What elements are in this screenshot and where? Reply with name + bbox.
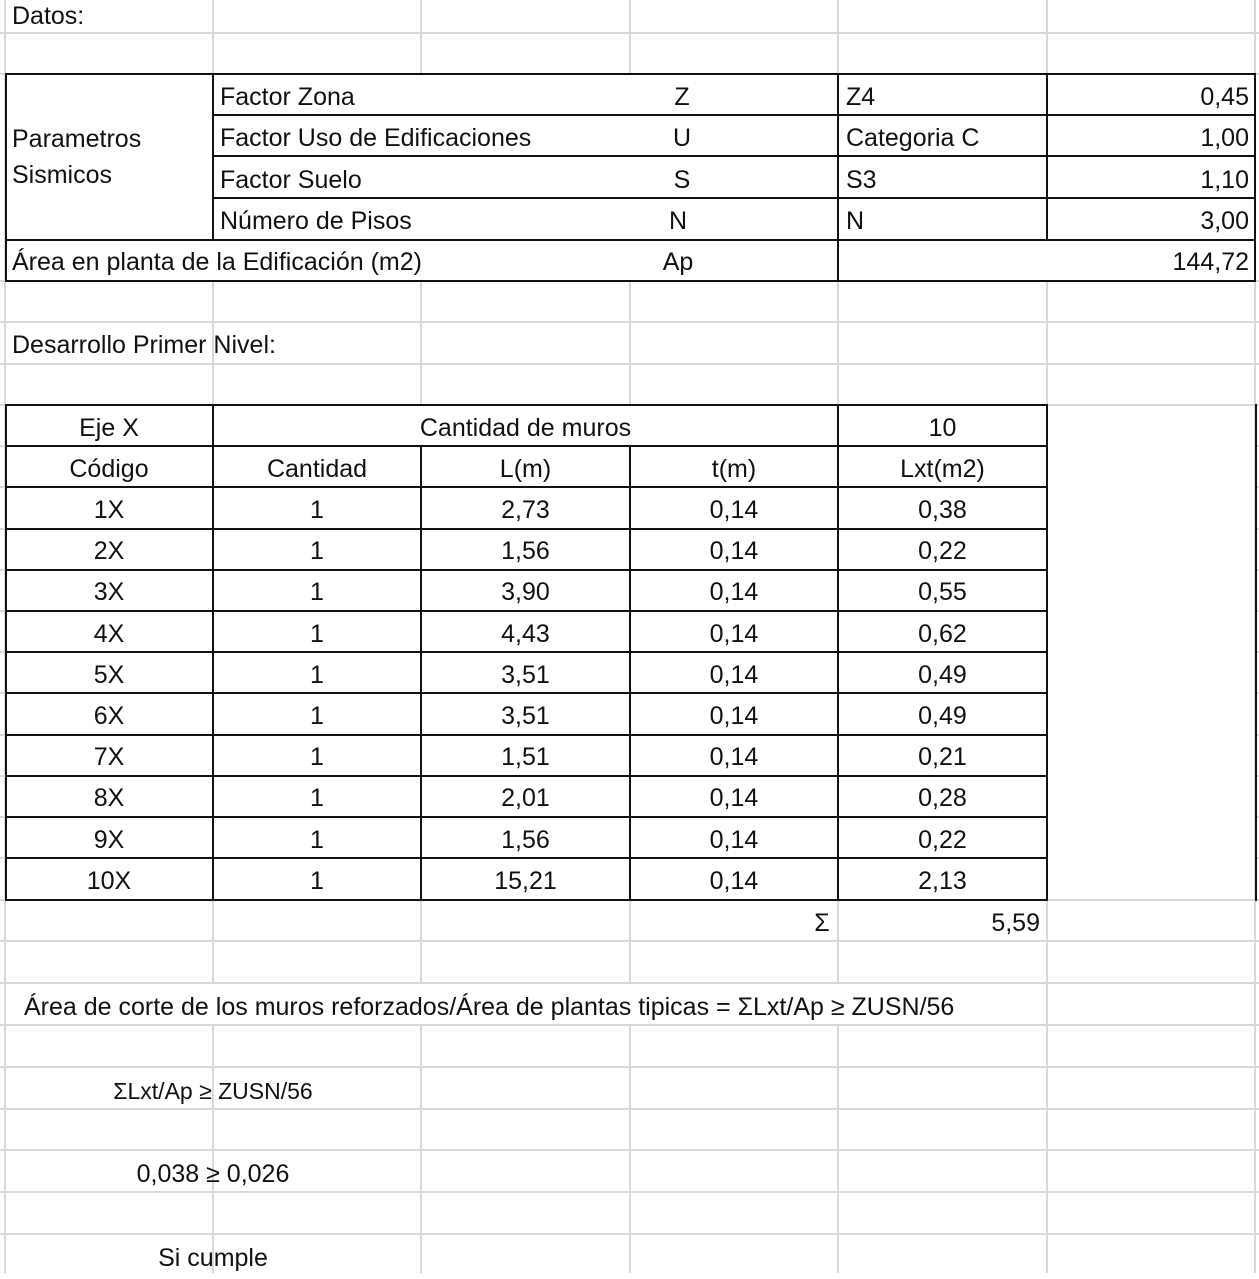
wall-cantidad: 1	[310, 578, 324, 606]
params-group-label-2: Sismicos	[12, 161, 113, 189]
param-symbol: Z	[674, 83, 690, 111]
cantidad-muros-label: Cantidad de muros	[419, 414, 632, 442]
wall-code: 9X	[93, 826, 125, 854]
param-value: 1,10	[1200, 166, 1249, 194]
param-category: Z4	[846, 83, 876, 111]
wall-code: 1X	[93, 496, 125, 524]
wall-cantidad: 1	[310, 661, 324, 689]
param-value: 0,45	[1200, 83, 1249, 111]
wall-thickness: 0,14	[709, 537, 759, 565]
wall-cantidad: 1	[310, 784, 324, 812]
param-name: Factor Uso de Edificaciones	[220, 124, 532, 152]
col-header-cantidad: Cantidad	[266, 455, 368, 483]
wall-thickness: 0,14	[709, 826, 759, 854]
wall-cantidad: 1	[310, 702, 324, 730]
param-category: Categoria C	[846, 124, 980, 152]
wall-length: 4,43	[501, 620, 550, 648]
param-value: 3,00	[1200, 207, 1249, 235]
wall-lxt: 0,22	[918, 826, 967, 854]
formula-text: Área de corte de los muros reforzados/Área de plantas tipicas = ΣLxt/Ap ≥ ZUSN/56	[24, 993, 955, 1021]
wall-lxt: 0,62	[918, 620, 967, 648]
wall-cantidad: 1	[310, 496, 324, 524]
wall-thickness: 0,14	[709, 784, 759, 812]
wall-lxt: 0,49	[918, 661, 967, 689]
wall-lxt: 0,22	[918, 537, 967, 565]
wall-cantidad: 1	[310, 867, 324, 895]
param-symbol: S	[673, 166, 691, 194]
sum-value: 5,59	[991, 909, 1040, 937]
area-label: Área en planta de la Edificación (m2)	[12, 248, 422, 276]
col-header-l: L(m)	[499, 455, 552, 483]
wall-code: 2X	[93, 537, 125, 565]
desarrollo-label: Desarrollo Primer Nivel:	[12, 331, 276, 359]
col-header-lxt: Lxt(m2)	[900, 455, 985, 483]
formula-short: ΣLxt/Ap ≥ ZUSN/56	[113, 1078, 313, 1104]
wall-code: 10X	[86, 867, 132, 895]
wall-length: 1,51	[501, 743, 550, 771]
wall-cantidad: 1	[310, 826, 324, 854]
wall-length: 3,51	[501, 702, 550, 730]
wall-lxt: 0,28	[918, 784, 967, 812]
wall-cantidad: 1	[310, 620, 324, 648]
wall-cantidad: 1	[310, 537, 324, 565]
wall-lxt: 0,55	[918, 578, 967, 606]
param-name: Número de Pisos	[220, 207, 412, 235]
param-value: 1,00	[1200, 124, 1249, 152]
param-category: N	[846, 207, 865, 235]
wall-length: 1,56	[501, 826, 550, 854]
wall-code: 8X	[93, 784, 125, 812]
wall-length: 15,21	[494, 867, 557, 895]
wall-thickness: 0,14	[709, 496, 759, 524]
param-category: S3	[846, 166, 877, 194]
wall-code: 4X	[93, 620, 125, 648]
conclusion: Si cumple	[158, 1244, 268, 1272]
col-header-t: t(m)	[711, 455, 757, 483]
param-symbol: U	[672, 124, 692, 152]
formula-result: 0,038 ≥ 0,026	[136, 1160, 290, 1188]
wall-thickness: 0,14	[709, 743, 759, 771]
wall-code: 7X	[93, 743, 125, 771]
wall-thickness: 0,14	[709, 620, 759, 648]
wall-lxt: 0,21	[918, 743, 967, 771]
wall-lxt: 0,49	[918, 702, 967, 730]
wall-length: 3,90	[501, 578, 550, 606]
wall-lxt: 0,38	[918, 496, 967, 524]
wall-thickness: 0,14	[709, 578, 759, 606]
param-name: Factor Zona	[220, 83, 355, 111]
params-group-label-1: Parametros	[12, 125, 142, 153]
param-name: Factor Suelo	[220, 166, 362, 194]
wall-length: 2,01	[501, 784, 550, 812]
col-header-codigo: Código	[69, 455, 149, 483]
area-symbol: Ap	[662, 248, 694, 276]
wall-thickness: 0,14	[709, 702, 759, 730]
wall-length: 3,51	[501, 661, 550, 689]
area-value: 144,72	[1172, 248, 1249, 276]
datos-label: Datos:	[12, 2, 85, 30]
wall-code: 6X	[93, 702, 125, 730]
wall-length: 1,56	[501, 537, 550, 565]
wall-lxt: 2,13	[918, 867, 967, 895]
wall-code: 5X	[93, 661, 125, 689]
param-symbol: N	[668, 207, 688, 235]
wall-thickness: 0,14	[709, 661, 759, 689]
wall-length: 2,73	[501, 496, 550, 524]
cantidad-muros-value: 10	[928, 414, 957, 442]
wall-thickness: 0,14	[709, 867, 759, 895]
sum-symbol: Σ	[814, 909, 830, 937]
eje-label: Eje X	[79, 414, 139, 442]
wall-code: 3X	[93, 578, 125, 606]
wall-cantidad: 1	[310, 743, 324, 771]
